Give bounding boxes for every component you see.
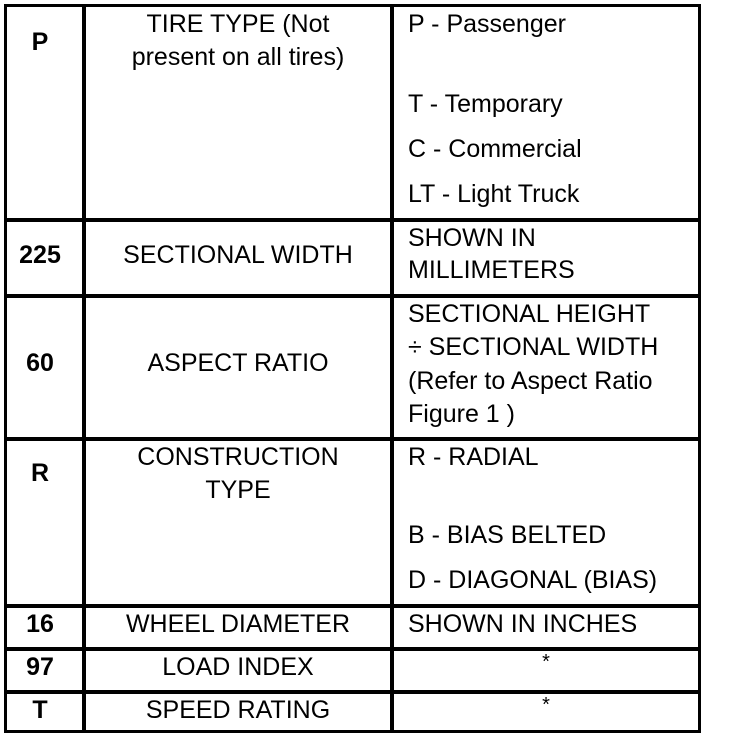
code-cell: T [32,696,48,724]
code-cell: 225 [19,241,61,269]
field-cell: present on all tires) [131,43,345,71]
description-cell: MILLIMETERS [408,256,575,284]
description-cell: SECTIONAL HEIGHT [408,300,651,328]
description-cell: SHOWN IN [408,224,536,252]
description-cell: T - Temporary [408,90,563,118]
row-divider [4,218,701,222]
description-cell: * [542,651,550,673]
field-cell: LOAD INDEX [162,653,314,681]
description-cell: ÷ SECTIONAL WIDTH [408,333,659,361]
code-cell: R [30,459,50,487]
description-cell: SHOWN IN INCHES [408,610,638,638]
table-border-right [698,4,701,733]
field-cell: ASPECT RATIO [147,349,329,377]
description-cell: LT - Light Truck [408,180,580,208]
table-border-bottom [4,730,701,733]
table-border-top [4,4,701,7]
description-cell: P - Passenger [408,10,566,38]
code-cell: 16 [26,610,54,638]
field-cell: WHEEL DIAMETER [125,610,351,638]
description-cell: R - RADIAL [408,443,539,471]
field-cell: CONSTRUCTION [137,443,339,471]
description-cell: * [542,694,550,716]
field-cell: TIRE TYPE (Not [146,10,330,38]
code-cell: 97 [26,653,54,681]
description-cell: (Refer to Aspect Ratio [408,367,653,395]
description-cell: Figure 1 ) [408,400,515,428]
field-cell: TYPE [205,476,271,504]
code-cell: 60 [26,349,54,377]
field-cell: SECTIONAL WIDTH [123,241,353,269]
description-cell: D - DIAGONAL (BIAS) [408,566,658,594]
field-cell: SPEED RATING [145,696,331,724]
description-cell: C - Commercial [408,135,582,163]
tire-code-table [4,4,701,733]
code-cell: P [31,28,49,56]
description-cell: B - BIAS BELTED [408,521,607,549]
column-divider [82,4,86,733]
column-divider [390,4,394,733]
